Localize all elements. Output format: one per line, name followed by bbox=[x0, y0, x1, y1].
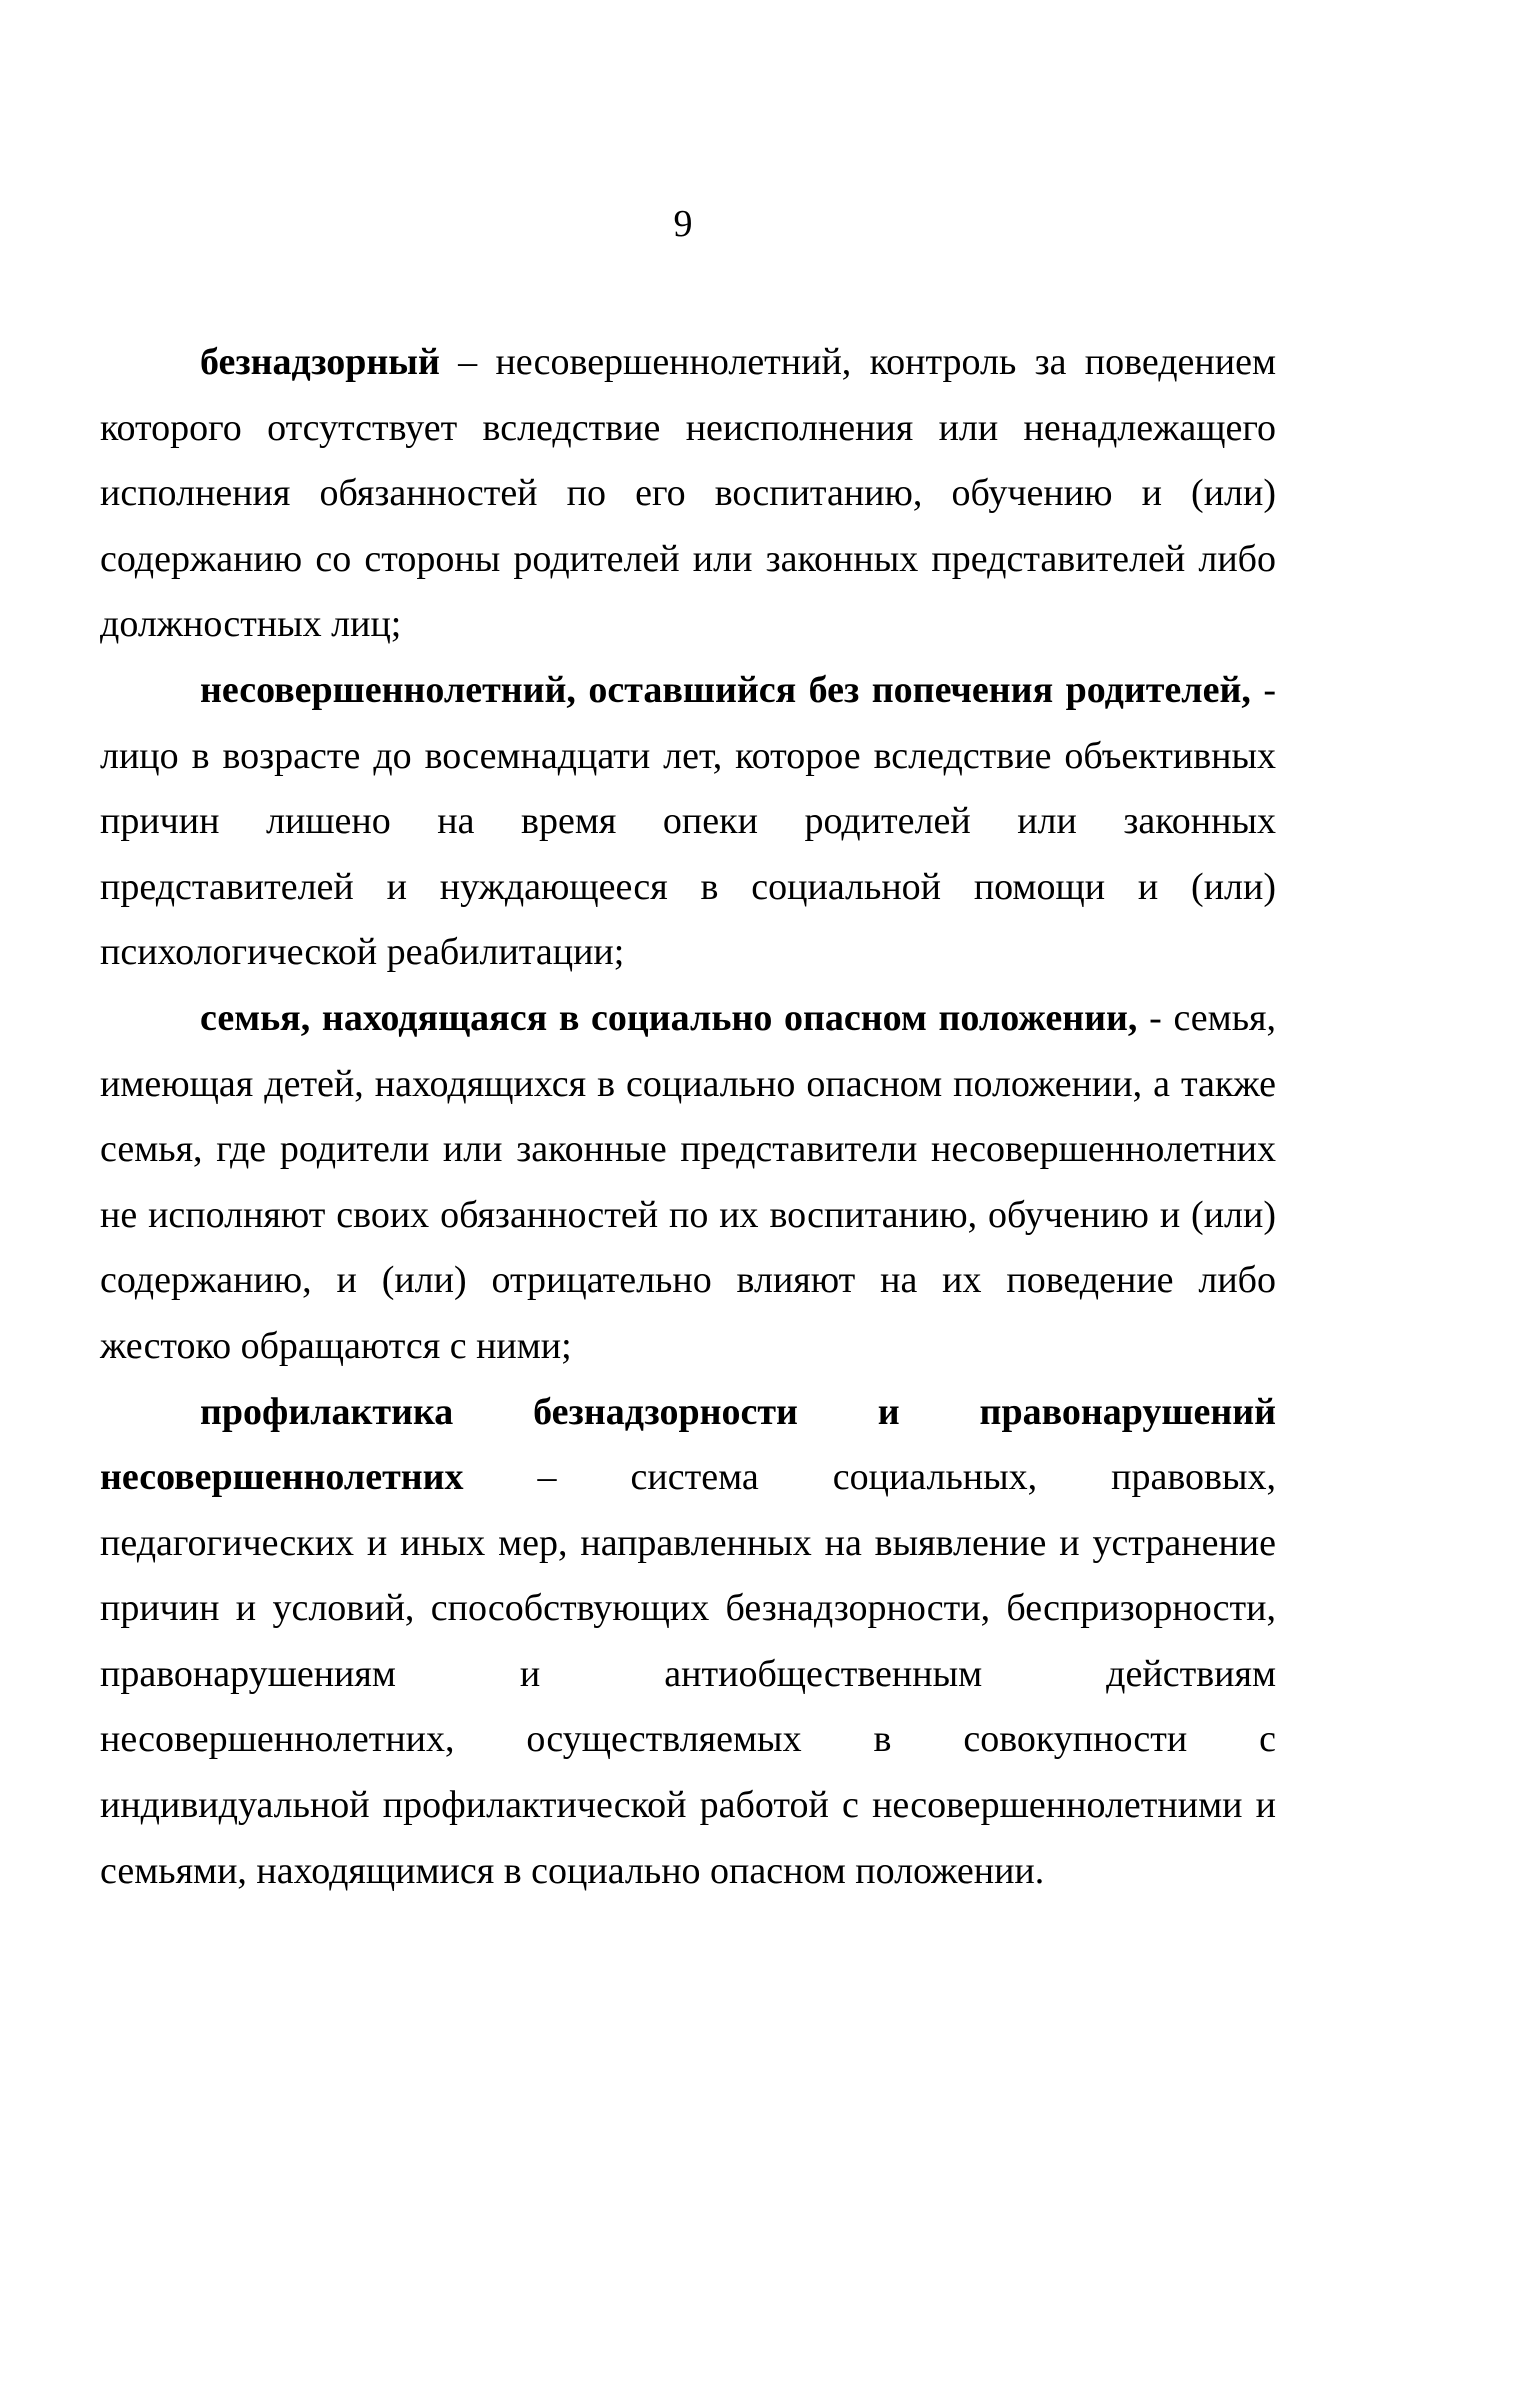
definition-text: - лицо в возрасте до восемнадцати лет, которое вследствие объективных причин лишено на время опеки родителей или законных представителей и нуждающееся в социальной помощи и (или) психологической реабилитации; bbox=[100, 668, 1276, 974]
definition-term: семья, находящаяся в социально опасном положении, bbox=[200, 996, 1138, 1039]
definition-paragraph bbox=[100, 986, 1276, 1380]
definition-text: – несовершеннолетний, контроль за поведением которого отсутствует вследствие неисполнения или ненадлежащего исполнения обязанностей по его воспитанию, обучению и (или) содержанию со стороны родителей или законных представителей либо должностных лиц; bbox=[100, 341, 1276, 646]
definition-paragraph bbox=[100, 1380, 1276, 1905]
definition-term: безнадзорный bbox=[200, 341, 440, 383]
definition-paragraph bbox=[100, 330, 1276, 658]
page-number: 9 bbox=[673, 203, 693, 245]
definition-paragraph bbox=[100, 658, 1276, 986]
definition-text: - семья, имеющая детей, находящихся в социально опасном положении, а также семья, где родители или законные представители несовершеннолетних не исполняют своих обязанностей по их воспитанию, обучению и (или) содержанию, и (или) отрицательно влияют на их поведение либо жестоко обращаются с ними; bbox=[100, 996, 1276, 1367]
definition-text: – система социальных, правовых, педагогических и иных мер, направленных на выявление и устранение причин и условий, способствующих безнадзорности, беспризорности, правонарушениям и антиобщественным действиям несовершеннолетних, осуществляемых в совокупности с индивидуальной профилактической работой с несовершеннолетними и семьями, находящимися в социально опасном положении. bbox=[100, 1456, 1276, 1892]
document-body bbox=[100, 330, 1276, 1904]
definition-term: несовершеннолетний, оставшийся без попечения родителей, bbox=[200, 668, 1251, 711]
definition-term: профилактика безнадзорности и правонарушений несовершеннолетних bbox=[100, 1390, 1276, 1499]
